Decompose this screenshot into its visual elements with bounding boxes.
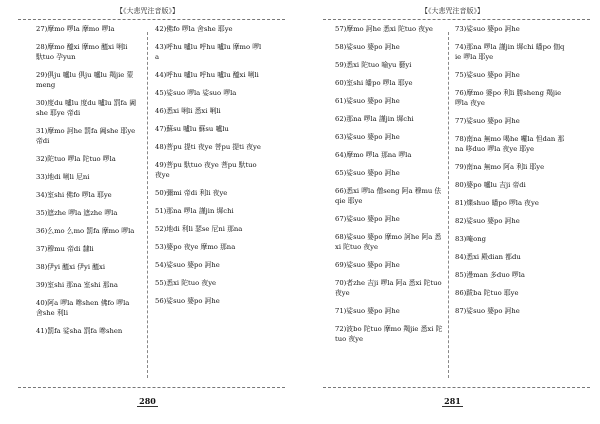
- mantra-line: 37)穆mu 帝di 隸li: [36, 245, 94, 253]
- mantra-line: 49)菩pu 馱tuo 夜ye 菩pu 馱tuo 夜ye: [155, 161, 257, 179]
- mantra-line: 60)室shi 皤po 啰la 耶ye: [335, 79, 413, 87]
- mantra-line: 56)娑suo 婆po 訶he: [155, 297, 220, 305]
- mantra-line: 83)唵ong: [455, 235, 486, 243]
- mantra-line: 68)娑suo 婆po 摩mo 訶he 阿a 悉xi 陀tuo 夜ye: [335, 233, 442, 251]
- mantra-line: 38)伊yi 醯xi 伊yi 醯xi: [36, 263, 106, 271]
- mantra-line: 32)陀tuo 啰la 陀tuo 啰la: [36, 155, 116, 163]
- column-divider: [448, 32, 449, 378]
- page-number-text: 281: [444, 396, 461, 406]
- mantra-line: 69)娑suo 婆po 訶he: [335, 261, 400, 269]
- mantra-line: 57)摩mo 訶he 悉xi 陀tuo 夜ye: [335, 25, 433, 33]
- mantra-line: 53)婆po 夜ye 摩mo 那na: [155, 243, 236, 251]
- right-column-2: [455, 24, 565, 324]
- mantra-line: 45)娑suo 啰la 娑suo 啰la: [155, 89, 237, 97]
- mantra-line: 82)娑suo 婆po 訶he: [455, 217, 520, 225]
- mantra-line: 47)蘇su 嚧lu 蘇su 嚧lu: [155, 125, 229, 133]
- mantra-line: 75)娑suo 婆po 訶he: [455, 71, 520, 79]
- header-rule: [323, 19, 590, 20]
- mantra-line: 73)娑suo 婆po 訶he: [455, 25, 520, 33]
- footer-rule: [323, 387, 590, 388]
- page-number: [305, 396, 600, 406]
- mantra-line: 35)遮zhe 啰la 遮zhe 啰la: [36, 209, 118, 217]
- mantra-line: 40)阿a 啰la 嘇shen 佛fo 啰la 舍she 利li: [36, 299, 130, 317]
- mantra-line: 31)摩mo 訶he 罰fa 阇she 耶ye 帝di: [36, 127, 136, 145]
- right-page: [305, 0, 600, 424]
- mantra-line: 63)娑suo 婆po 訶he: [335, 133, 400, 141]
- mantra-line: 43)呼hu 嚧lu 呼hu 嚧lu 摩mo 啰la: [155, 43, 262, 61]
- mantra-line: 78)南na 無mo 喝he 囉la 怛dan 那na 哆duo 啰la 夜ye 耶ye: [455, 135, 565, 153]
- left-column-1: [36, 24, 136, 344]
- mantra-line: 50)彌mi 帝di 利li 夜ye: [155, 189, 228, 197]
- header-rule: [18, 19, 285, 20]
- mantra-line: 84)悉xi 殿dian 都du: [455, 253, 521, 261]
- mantra-line: 41)罰fa 娑sha 罰fa 嘇shen: [36, 327, 123, 335]
- mantra-line: 55)悉xi 陀tuo 夜ye: [155, 279, 217, 287]
- mantra-line: 65)娑suo 婆po 訶he: [335, 169, 400, 177]
- mantra-line: 67)娑suo 婆po 訶he: [335, 215, 400, 223]
- mantra-line: 79)南na 無mo 阿a 利li 耶ye: [455, 163, 545, 171]
- mantra-line: 34)室shi 佛fo 啰la 耶ye: [36, 191, 112, 199]
- mantra-line: 80)婆po 嚧lu 吉ji 帝di: [455, 181, 526, 189]
- mantra-line: 66)悉xi 啰la 僧seng 阿a 穆mu 佉qie 耶ye: [335, 187, 442, 205]
- mantra-line: 30)度du 嚧lu 度du 嚧lu 罰fa 阇she 耶ye 帝di: [36, 99, 137, 117]
- mantra-line: 86)跋ba 陀tuo 耶ye: [455, 289, 519, 297]
- left-column-2: [155, 24, 265, 314]
- mantra-line: 61)娑suo 婆po 訶he: [335, 97, 400, 105]
- mantra-line: 46)悉xi 唎li 悉xi 唎li: [155, 107, 221, 115]
- mantra-line: 85)漫man 多duo 啰la: [455, 271, 525, 279]
- right-page-header: 【《大悲咒注音版》】: [421, 7, 484, 15]
- mantra-line: 64)摩mo 啰la 那na 啰la: [335, 151, 412, 159]
- mantra-line: 72)波bo 陀tuo 摩mo 羯jie 悉xi 陀tuo 夜ye: [335, 325, 443, 343]
- mantra-line: 44)呼hu 嚧lu 呼hu 嚧lu 醯xi 唎li: [155, 71, 259, 79]
- mantra-line: 29)俱ju 嚧lu 俱ju 嚧lu 羯jie 蒙meng: [36, 71, 134, 89]
- book-gutter: [295, 0, 305, 424]
- page-number: [0, 396, 295, 406]
- mantra-line: 51)那na 啰la 謹jin 墀chi: [155, 207, 234, 215]
- mantra-line: 77)娑suo 婆po 訶he: [455, 117, 520, 125]
- mantra-line: 39)室shi 那na 室shi 那na: [36, 281, 118, 289]
- mantra-line: 81)爍shuo 皤po 啰la 夜ye: [455, 199, 539, 207]
- mantra-line: 59)悉xi 陀tuo 喻yu 藝yi: [335, 61, 412, 69]
- left-page-header: 【《大悲咒注音版》】: [116, 7, 179, 15]
- mantra-line: 48)菩pu 提ti 夜ye 菩pu 提ti 夜ye: [155, 143, 261, 151]
- column-divider: [147, 32, 148, 378]
- mantra-line: 33)地di 唎li 尼ni: [36, 173, 90, 181]
- page-number-text: 280: [139, 396, 156, 406]
- mantra-line: 42)佛fo 啰la 舍she 耶ye: [155, 25, 233, 33]
- mantra-line: 71)娑suo 婆po 訶he: [335, 307, 400, 315]
- mantra-line: 36)么mo 么mo 罰fa 摩mo 啰la: [36, 227, 135, 235]
- mantra-line: 87)娑suo 婆po 訶he: [455, 307, 520, 315]
- left-page: [0, 0, 295, 424]
- mantra-line: 76)摩mo 婆po 利li 勝sheng 羯jie 啰la 夜ye: [455, 89, 562, 107]
- mantra-line: 54)娑suo 婆po 訶he: [155, 261, 220, 269]
- mantra-line: 52)地di 利li 瑟se 尼ni 那na: [155, 225, 243, 233]
- mantra-line: 62)那na 啰la 謹jin 墀chi: [335, 115, 414, 123]
- mantra-line: 28)摩mo 醯xi 摩mo 醯xi 唎li 馱tuo 孕yun: [36, 43, 128, 61]
- right-column-1: [335, 24, 445, 352]
- mantra-line: 74)那na 啰la 謹jin 墀chi 皤po 伽qie 啰la 耶ye: [455, 43, 565, 61]
- mantra-line: 58)娑suo 婆po 訶he: [335, 43, 400, 51]
- mantra-line: 70)者zhe 吉ji 啰la 阿a 悉xi 陀tuo 夜ye: [335, 279, 442, 297]
- footer-rule: [18, 387, 285, 388]
- mantra-line: 27)摩mo 啰la 摩mo 啰la: [36, 25, 115, 33]
